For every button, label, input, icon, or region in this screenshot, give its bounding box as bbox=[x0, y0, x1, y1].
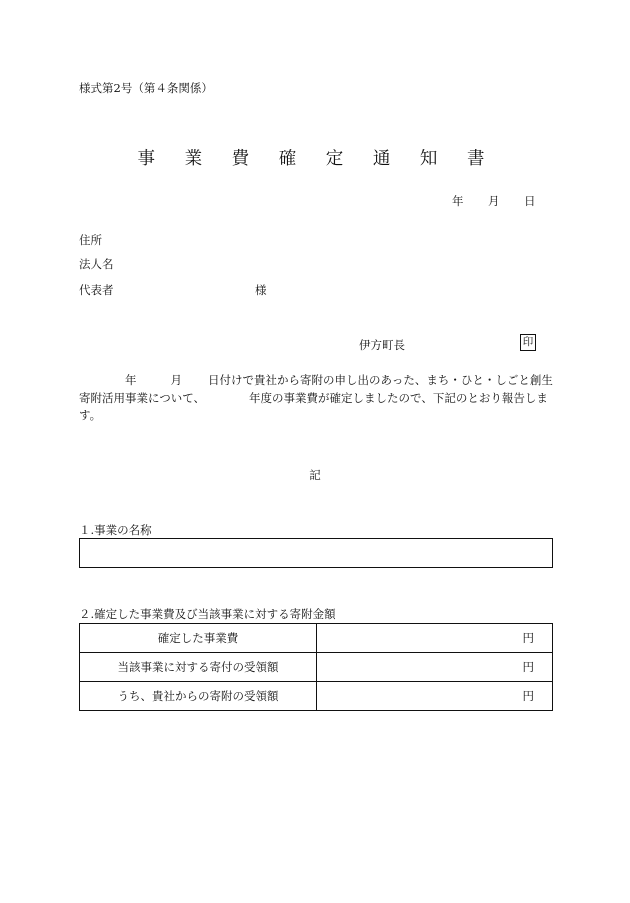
body-month: 月 bbox=[170, 373, 182, 387]
row-label: 確定した事業費 bbox=[80, 624, 317, 653]
notice-body bbox=[79, 372, 555, 425]
date-year-label: 年 bbox=[452, 194, 464, 208]
row-label: うち、貴社からの寄附の受領額 bbox=[80, 682, 317, 711]
honorific-sama: 様 bbox=[255, 283, 267, 297]
corporation-name-label: 法人名 bbox=[79, 257, 114, 271]
table-row bbox=[80, 624, 553, 653]
date-month-label: 月 bbox=[488, 194, 500, 208]
representative-label: 代表者 bbox=[79, 283, 114, 297]
seal-stamp-box: 印 bbox=[520, 334, 536, 351]
form-number: 様式第2号（第４条関係） bbox=[79, 81, 213, 95]
body-year: 年 bbox=[125, 373, 137, 387]
section1-heading: １.事業の名称 bbox=[79, 523, 152, 537]
date-day-label: 日 bbox=[524, 194, 536, 208]
body-fiscal: 年度の事業費が確定しましたので、下記のとおり報告します。 bbox=[79, 390, 548, 422]
amount-cell[interactable]: 円 bbox=[317, 624, 553, 653]
document-title: 事 業 費 確 定 通 知 書 bbox=[137, 149, 497, 169]
table-row bbox=[80, 653, 553, 682]
issuer-name: 伊方町長 bbox=[359, 338, 405, 352]
section2-heading: ２.確定した事業費及び当該事業に対する寄附金額 bbox=[79, 607, 336, 621]
table-row bbox=[80, 682, 553, 711]
amount-cell[interactable]: 円 bbox=[317, 682, 553, 711]
row-label: 当該事業に対する寄付の受領額 bbox=[80, 653, 317, 682]
date-row bbox=[452, 193, 536, 209]
address-label: 住所 bbox=[79, 233, 102, 247]
project-name-field[interactable] bbox=[79, 538, 553, 568]
amounts-table bbox=[79, 623, 553, 711]
body-line1: 日付けで貴社から寄附の申し出のあった、まち・ひと・しごと創生寄附活用事業について、 bbox=[79, 373, 553, 405]
amount-cell[interactable]: 円 bbox=[317, 653, 553, 682]
note-mark: 記 bbox=[309, 468, 321, 482]
